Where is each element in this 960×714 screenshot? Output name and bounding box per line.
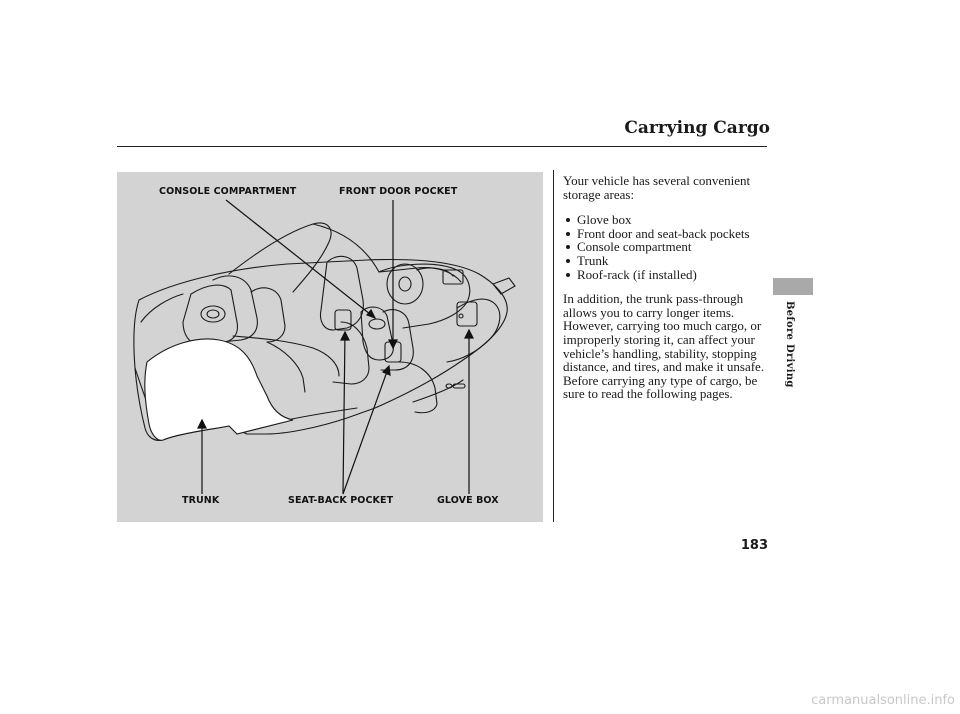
section-label: Before Driving — [784, 301, 795, 388]
page-title: Carrying Cargo — [624, 118, 770, 138]
center-console — [361, 307, 393, 360]
callout-trunk: TRUNK — [182, 495, 220, 506]
car-cutaway-drawing — [117, 172, 543, 522]
callout-glove-box: GLOVE BOX — [437, 495, 499, 506]
section-tab — [773, 278, 813, 295]
trunk-floor — [145, 339, 293, 440]
list-item: Roof-rack (if installed) — [563, 268, 768, 282]
watermark-text: carmanualsonline.info — [811, 693, 955, 708]
body-column — [563, 174, 768, 401]
header-rule — [117, 146, 767, 147]
page-number: 183 — [740, 538, 768, 553]
cargo-paragraph: In addition, the trunk pass-through allows you to carry longer items. However, carrying too much cargo, or improperly storing it, can affect your vehicle’s handling, stability, stopping distance, and tires, and make it unsafe. Before carrying any type of cargo, be sure to read the following pages. — [563, 291, 765, 402]
car-interior-illustration — [117, 172, 543, 522]
leader-seat-back-1 — [343, 332, 345, 494]
front-seat-left — [321, 256, 364, 330]
list-item: Console compartment — [563, 240, 768, 254]
leader-seat-back-2 — [343, 366, 389, 494]
callout-console-compartment: CONSOLE COMPARTMENT — [159, 186, 297, 197]
roof-pillars — [229, 223, 331, 292]
callout-seat-back-pocket: SEAT-BACK POCKET — [288, 495, 394, 506]
rear-seat — [213, 276, 257, 342]
list-item: Trunk — [563, 254, 768, 268]
callout-front-door-pocket: FRONT DOOR POCKET — [339, 186, 458, 197]
front-door — [447, 299, 500, 362]
column-divider — [553, 170, 554, 522]
list-item: Front door and seat-back pockets — [563, 227, 768, 241]
storage-list — [563, 213, 768, 281]
list-item: Glove box — [563, 213, 768, 227]
rear-door — [183, 285, 238, 344]
intro-text: Your vehicle has several convenient storage areas: — [563, 173, 751, 202]
